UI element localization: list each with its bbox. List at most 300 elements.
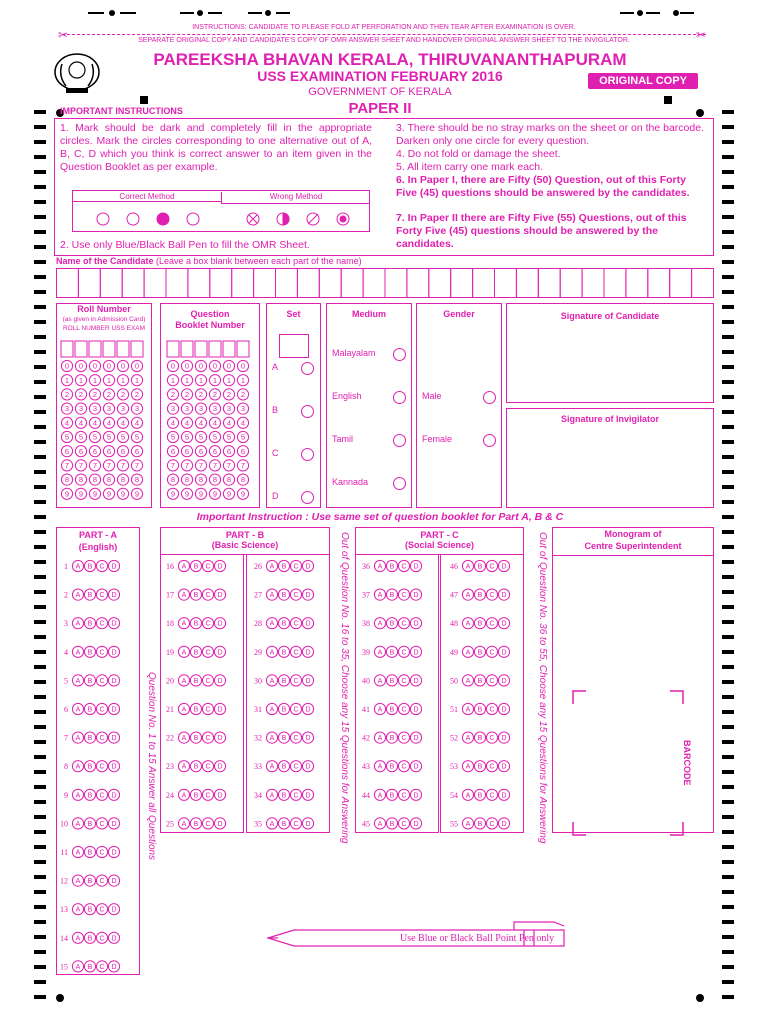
name-char-box[interactable] [341,269,363,298]
answer-option-label: C [99,935,105,943]
digit-label: 6 [106,446,112,456]
candidate-name-boxes[interactable] [56,268,714,298]
medium-option-bubble[interactable] [393,391,406,404]
set-option-bubble[interactable] [301,405,314,418]
answer-option-label: A [181,792,187,800]
barcode-label: BARCODE [682,740,692,786]
answer-option-label: A [377,735,383,743]
digit-label: 1 [170,375,176,385]
timing-mark [34,260,46,264]
answer-option-label: A [75,649,81,657]
answer-option-label: D [501,735,507,743]
timing-mark [722,560,734,564]
timing-mark [34,485,46,489]
answer-option-label: C [99,735,105,743]
digit-label: 6 [226,446,232,456]
digit-label: 5 [78,432,84,442]
answer-option-label: C [293,677,299,685]
set-option-label: C [272,448,279,458]
medium-option-label: Malayalam [332,348,376,358]
timing-mark [722,500,734,504]
part-c-note: Out of Question No. 36 to 55, Choose any 15 Questions for Answering [537,532,548,844]
name-char-box[interactable] [144,269,166,298]
question-number: 42 [362,733,370,743]
question-number: 41 [362,705,370,714]
digit-write-box[interactable] [131,341,143,357]
gender-option-bubble[interactable] [483,434,496,447]
digit-label: 1 [120,375,126,385]
timing-mark [722,545,734,549]
answer-option-label: C [489,792,495,800]
timing-mark [34,215,46,219]
digit-label: 9 [120,489,126,499]
timing-mark [722,515,734,519]
timing-mark [722,380,734,384]
answer-option-label: A [75,592,81,600]
name-char-box[interactable] [276,269,298,298]
candidate-name-label: Name of the Candidate (Leave a box blank between each part of the name) [56,256,362,266]
name-char-box[interactable] [495,269,517,298]
digit-label: 0 [184,361,190,371]
timing-mark [34,740,46,744]
gender-option-bubble[interactable] [483,391,496,404]
digit-label: 2 [198,390,204,399]
digit-label: 3 [212,404,218,414]
answer-option-label: D [413,592,419,600]
answer-option-label: C [401,620,407,628]
digit-label: 9 [134,489,140,499]
part-b-subject: (Basic Science) [211,540,279,550]
question-number: 37 [362,590,370,600]
name-char-box[interactable] [78,269,100,298]
timing-mark [722,110,734,114]
answer-option-label: D [217,735,223,743]
timing-mark [722,950,734,954]
question-number: 11 [60,848,68,857]
timing-mark [722,590,734,594]
name-char-box[interactable] [254,269,276,298]
digit-label: 4 [170,418,176,428]
question-number: 15 [60,962,68,972]
question-number: 36 [362,562,370,571]
monogram-title-1: Monogram of [604,529,662,539]
answer-option-label: D [111,792,117,800]
barcode-frame [572,690,684,836]
name-char-box[interactable] [692,269,714,298]
booklet-number-grid[interactable] [166,340,256,511]
perforation-line [62,34,706,35]
timing-mark [34,650,46,654]
digit-write-box[interactable] [89,341,101,357]
set-title: Set [286,309,301,319]
timing-mark [34,575,46,579]
digit-label: 0 [134,361,140,371]
question-number: 54 [450,790,458,800]
answer-option-label: C [401,763,407,771]
roll-number-grid[interactable] [60,340,150,511]
name-char-box[interactable] [210,269,232,298]
digit-label: 9 [170,489,176,499]
digit-label: 8 [134,475,140,485]
answer-option-label: A [269,649,275,657]
digit-label: 3 [198,404,204,414]
answer-option-label: C [489,563,495,571]
answer-option-label: A [377,792,383,800]
question-number: 44 [362,790,370,800]
timing-mark [34,950,46,954]
digit-label: 6 [134,446,140,456]
digit-label: 6 [184,446,190,456]
answer-option-label: C [99,706,105,714]
digit-label: 2 [170,390,176,399]
digit-label: 0 [198,361,204,371]
answer-option-label: D [217,792,223,800]
answer-option-label: C [205,677,211,685]
timing-mark [34,860,46,864]
answer-option-label: C [293,820,299,828]
timing-mark [722,725,734,729]
digit-label: 2 [240,390,246,399]
digit-label: 7 [170,461,176,470]
instruction-3: 3. There should be no stray marks on the sheet or on the barcode. Darken only one circle for every question. [396,122,704,147]
digit-label: 8 [184,475,190,485]
answer-option-label: B [87,620,93,628]
question-number: 6 [64,705,68,714]
timing-mark [722,845,734,849]
answer-option-label: C [205,735,211,743]
answer-option-label: B [477,649,483,657]
question-number: 29 [254,647,262,657]
digit-write-box[interactable] [223,341,235,357]
timing-mark [34,710,46,714]
answer-option-label: C [293,792,299,800]
answer-option-label: B [389,706,395,714]
timing-mark [722,185,734,189]
answer-option-label: D [413,792,419,800]
name-char-box[interactable] [57,269,79,298]
scissor-row-icon [80,6,700,20]
answer-option-label: B [281,820,287,828]
digit-label: 8 [170,475,176,485]
answer-option-label: B [389,620,395,628]
answer-option-label: B [87,677,93,685]
question-number: 30 [254,676,262,686]
digit-label: 2 [134,390,140,399]
registration-mark [140,96,148,104]
name-char-box[interactable] [670,269,692,298]
registration-mark [664,96,672,104]
name-char-box[interactable] [122,269,144,298]
set-option-bubble[interactable] [301,491,314,504]
answer-option-label: C [489,763,495,771]
digit-label: 7 [240,461,246,470]
digit-write-box[interactable] [167,341,179,357]
timing-mark [34,590,46,594]
timing-mark [722,305,734,309]
answer-option-label: A [181,735,187,743]
instruction-5: 5. All item carry one mark each. [396,161,544,173]
name-char-box[interactable] [560,269,582,298]
answer-option-label: A [377,592,383,600]
answer-option-label: A [465,820,471,828]
digit-label: 3 [226,404,232,414]
answer-option-label: A [377,763,383,771]
medium-option-bubble[interactable] [393,434,406,447]
timing-mark [34,530,46,534]
digit-label: 0 [226,361,232,371]
digit-label: 9 [106,489,112,499]
name-char-box[interactable] [385,269,407,298]
answer-option-label: B [87,563,93,571]
answer-option-label: C [99,592,105,600]
answer-option-label: B [193,649,199,657]
answer-option-label: D [111,963,117,971]
answer-option-label: B [389,763,395,771]
question-number: 55 [450,819,458,829]
timing-mark [34,245,46,249]
registration-circle [696,994,704,1002]
digit-label: 8 [106,475,112,485]
digit-label: 0 [106,361,112,371]
timing-mark [34,470,46,474]
medium-option-bubble[interactable] [393,477,406,490]
name-char-box[interactable] [363,269,385,298]
set-option-bubble[interactable] [301,362,314,375]
timing-mark [34,500,46,504]
timing-mark [34,185,46,189]
timing-mark [34,635,46,639]
digit-label: 7 [120,461,126,470]
timing-mark [722,410,734,414]
answer-option-label: C [401,563,407,571]
answer-option-label: B [389,592,395,600]
answer-option-label: C [401,592,407,600]
answer-option-label: D [111,677,117,685]
answer-option-label: A [377,649,383,657]
name-char-box[interactable] [166,269,188,298]
digit-label: 5 [134,432,140,442]
answer-option-label: A [465,735,471,743]
digit-label: 9 [78,489,84,499]
digit-label: 1 [212,375,218,385]
answer-option-label: B [193,592,199,600]
answer-option-label: B [87,706,93,714]
answer-option-label: A [377,677,383,685]
answer-option-label: B [477,735,483,743]
digit-label: 3 [78,404,84,414]
digit-label: 9 [92,489,98,499]
digit-label: 1 [64,375,70,385]
digit-label: 0 [212,361,218,371]
digit-label: 4 [120,418,126,428]
name-char-box[interactable] [648,269,670,298]
timing-mark [722,245,734,249]
pen-instruction: Use Blue or Black Ball Point Pen only [400,933,555,944]
answer-option-label: D [217,592,223,600]
answer-option-label: A [269,763,275,771]
answer-option-label: A [465,620,471,628]
answer-option-label: A [465,592,471,600]
digit-write-box[interactable] [181,341,193,357]
digit-label: 9 [198,489,204,499]
question-number: 32 [254,733,262,743]
set-option-label: A [272,362,279,372]
name-char-box[interactable] [582,269,604,298]
timing-mark [34,560,46,564]
answer-option-label: D [305,792,311,800]
answer-option-label: D [413,649,419,657]
answer-option-label: C [205,649,211,657]
digit-label: 7 [184,461,190,470]
name-char-box[interactable] [451,269,473,298]
digit-write-box[interactable] [75,341,87,357]
set-write-box[interactable] [279,334,309,358]
digit-label: 6 [198,446,204,456]
digit-label: 3 [170,404,176,414]
set-option-bubble[interactable] [301,448,314,461]
answer-option-label: D [305,677,311,685]
scissor-right-icon: ✂ [696,28,707,42]
medium-option-bubble[interactable] [393,348,406,361]
digit-label: 6 [240,446,246,456]
name-char-box[interactable] [100,269,122,298]
answer-option-label: A [75,878,81,886]
answer-option-label: A [269,563,275,571]
question-number: 18 [166,619,174,629]
part-c-header [355,527,524,555]
answer-option-label: B [87,963,93,971]
name-char-box[interactable] [626,269,648,298]
digit-label: 7 [78,461,84,470]
question-number: 8 [64,762,68,772]
question-number: 20 [166,676,174,686]
answer-option-label: B [477,792,483,800]
question-number: 51 [450,705,458,714]
timing-mark [34,305,46,309]
digit-write-box[interactable] [103,341,115,357]
timing-mark [34,785,46,789]
digit-label: 5 [198,432,204,442]
answer-option-label: B [389,563,395,571]
answer-option-label: D [413,735,419,743]
answer-option-label: A [181,820,187,828]
answer-option-label: A [465,563,471,571]
name-char-box[interactable] [407,269,429,298]
name-char-box[interactable] [473,269,495,298]
name-char-box[interactable] [516,269,538,298]
answer-option-label: D [111,620,117,628]
answer-option-label: A [269,792,275,800]
name-char-box[interactable] [538,269,560,298]
question-number: 19 [166,647,174,657]
answer-option-label: C [99,563,105,571]
answer-option-label: A [75,849,81,857]
timing-mark [722,740,734,744]
digit-label: 2 [78,390,84,399]
timing-mark [34,410,46,414]
answer-option-label: B [281,706,287,714]
timing-mark [34,875,46,879]
answer-option-label: D [305,620,311,628]
question-number: 45 [362,819,370,829]
answer-option-label: D [217,620,223,628]
answer-option-label: D [501,620,507,628]
answer-option-label: D [413,563,419,571]
timing-mark [34,380,46,384]
gender-option-label: Male [422,391,442,401]
timing-mark [722,620,734,624]
name-char-box[interactable] [297,269,319,298]
digit-label: 8 [212,475,218,485]
answer-option-label: C [293,620,299,628]
name-char-box[interactable] [604,269,626,298]
answer-option-label: C [205,620,211,628]
digit-label: 3 [184,404,190,414]
part-a-subject: (English) [78,542,118,552]
answer-option-label: B [389,792,395,800]
name-char-box[interactable] [188,269,210,298]
answer-option-label: B [193,620,199,628]
answer-option-label: C [293,563,299,571]
answer-option-label: A [75,763,81,771]
digit-write-box[interactable] [209,341,221,357]
answer-option-label: B [193,792,199,800]
answer-option-label: A [75,563,81,571]
digit-label: 8 [92,475,98,485]
exam-title: USS EXAMINATION FEBRUARY 2016 [257,68,503,84]
answer-option-label: C [99,906,105,914]
correct-method-label: Correct Method [73,192,221,202]
digit-write-box[interactable] [117,341,129,357]
digit-label: 3 [240,404,246,414]
digit-label: 6 [92,446,98,456]
government-label: GOVERNMENT OF KERALA [308,86,452,98]
part-b-header [160,527,330,555]
medium-option-label: English [332,391,362,401]
timing-mark [34,365,46,369]
timing-mark [722,695,734,699]
digit-label: 5 [170,432,176,442]
answer-option-label: C [401,820,407,828]
answer-option-label: C [99,649,105,657]
timing-mark [722,320,734,324]
name-char-box[interactable] [232,269,254,298]
digit-write-box[interactable] [195,341,207,357]
digit-label: 3 [134,404,140,414]
digit-write-box[interactable] [237,341,249,357]
timing-mark [722,335,734,339]
name-char-box[interactable] [429,269,451,298]
digit-label: 1 [134,375,140,385]
invigilator-signature-label: Signature of Invigilator [560,414,659,424]
name-char-box[interactable] [319,269,341,298]
timing-mark [722,785,734,789]
digit-label: 6 [212,446,218,456]
answer-option-label: D [217,677,223,685]
answer-option-label: C [205,706,211,714]
digit-label: 4 [198,418,204,428]
question-number: 38 [362,619,370,629]
answer-option-label: D [305,706,311,714]
digit-label: 0 [78,361,84,371]
timing-mark [34,455,46,459]
timing-mark [722,365,734,369]
digit-write-box[interactable] [61,341,73,357]
question-number: 3 [64,619,68,629]
timing-mark [722,755,734,759]
timing-mark [34,845,46,849]
timing-mark [722,935,734,939]
